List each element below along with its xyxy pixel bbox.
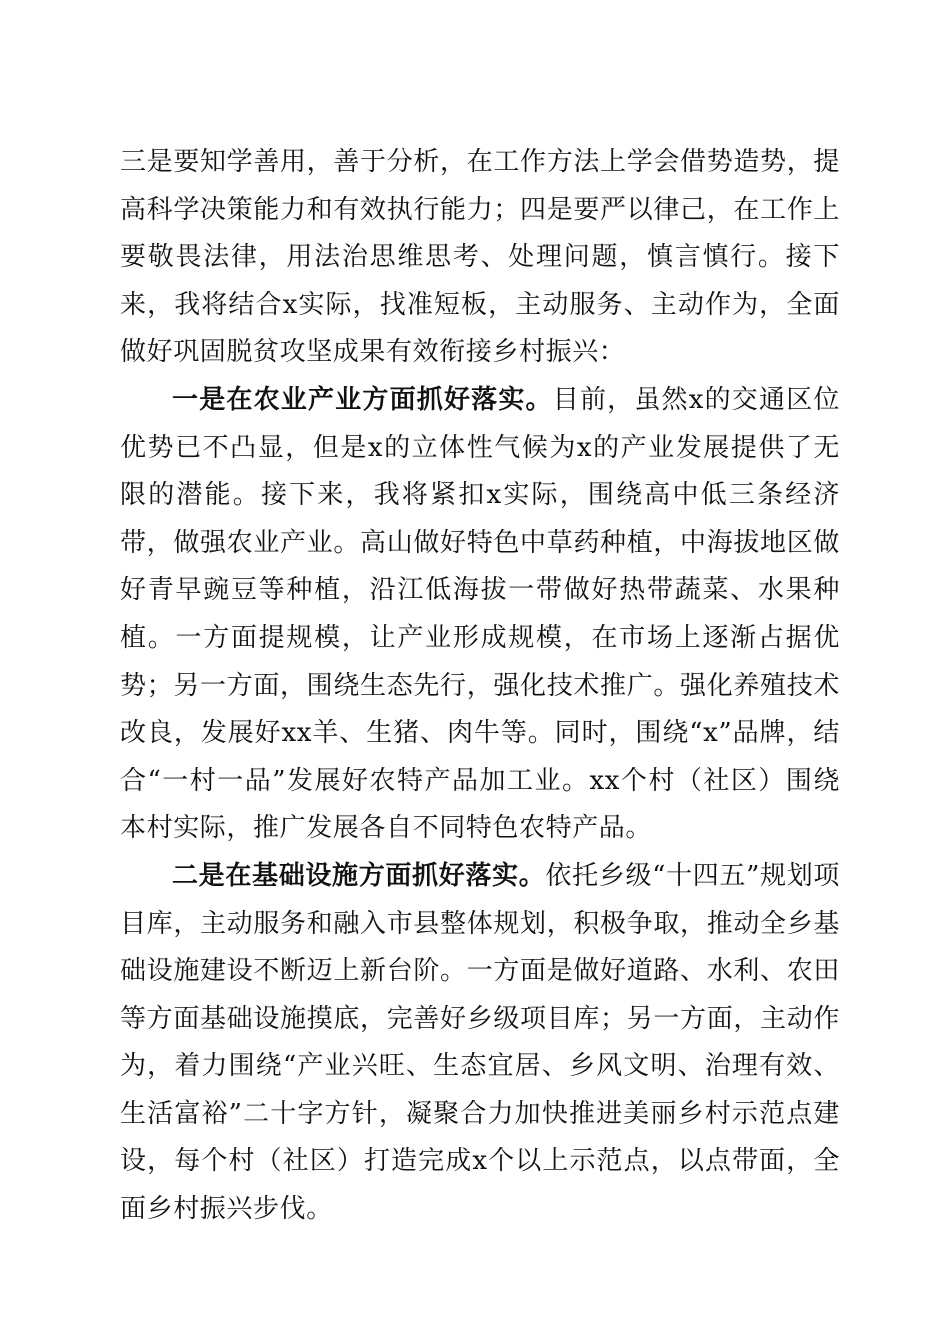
paragraph-heading: 二是在基础设施方面抓好落实。 <box>172 860 546 891</box>
paragraph-infrastructure <box>120 853 840 1234</box>
paragraph-text: 目前，虽然x的交通区位优势已不凸显，但是x的立体性气候为x的产业发展提供了无限的潜能。接下来，我将紧扣x实际，围绕高中低三条经济带，做强农业产业。高山做好特色中草药种植，中海拔地区做好青早豌豆等种植，沿江低海拔一带做好热带蔬菜、水果种植。一方面提规模，让产业形成规模，在市场上逐渐占据优势；另一方面，围绕生态先行，强化技术推广。强化养殖技术改良，发展好xx羊、生猪、肉牛等。同时，围绕“x”品牌，结合“一村一品”发展好农特产品加工业。xx个村（社区）围绕本村实际，推广发展各自不同特色农特产品。 <box>120 384 840 844</box>
paragraph-text: 依托乡级“十四五”规划项目库，主动服务和融入市县整体规划，积极争取，推动全乡基础设施建设不断迈上新台阶。一方面是做好道路、水利、农田等方面基础设施摸底，完善好乡级项目库；另一方面，主动作为，着力围绕“产业兴旺、生态宜居、乡风文明、治理有效、生活富裕”二十字方针，凝聚合力加快推进美丽乡村示范点建设，每个村（社区）打造完成x个以上示范点，以点带面，全面乡村振兴步伐。 <box>120 860 840 1225</box>
paragraph-heading: 一是在农业产业方面抓好落实。 <box>172 384 553 415</box>
paragraph-continuation <box>120 139 840 377</box>
document-body <box>120 139 840 1234</box>
paragraph-text: 三是要知学善用，善于分析，在工作方法上学会借势造势，提高科学决策能力和有效执行能力；四是要严以律己，在工作上要敬畏法律，用法治思维思考、处理问题，慎言慎行。接下来，我将结合x实际，找准短板，主动服务、主动作为，全面做好巩固脱贫攻坚成果有效衔接乡村振兴： <box>120 147 840 368</box>
paragraph-agriculture <box>120 377 840 853</box>
